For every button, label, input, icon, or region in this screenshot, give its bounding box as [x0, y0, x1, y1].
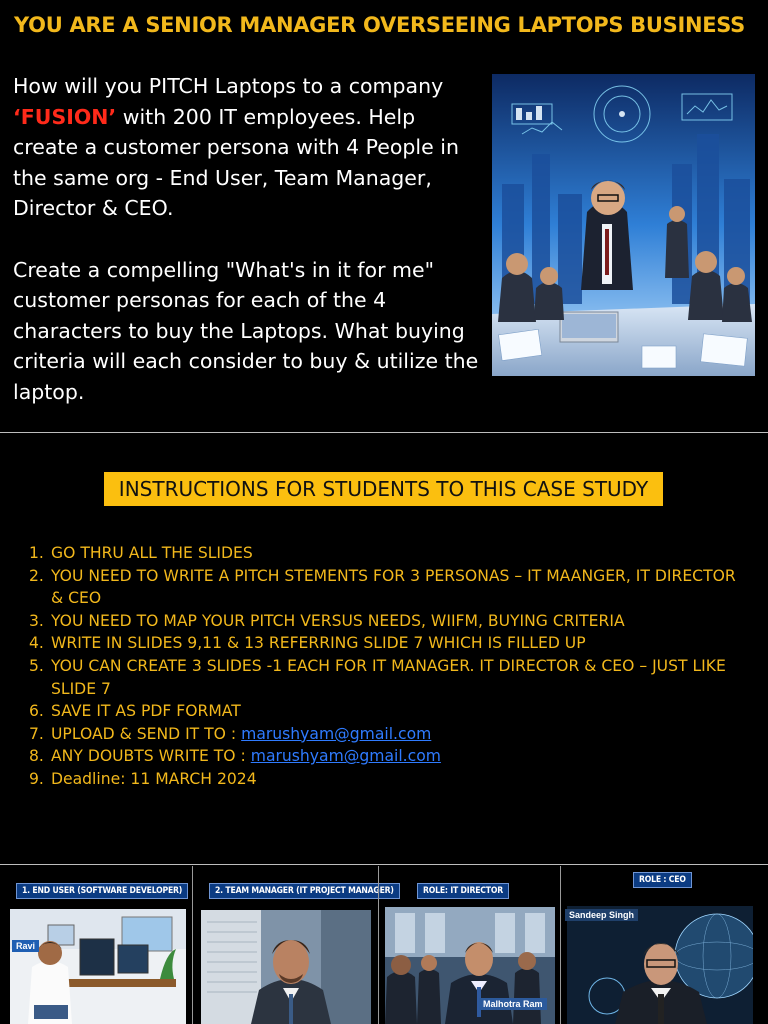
section-divider — [0, 432, 768, 433]
persona-team-manager — [192, 866, 394, 1024]
persona-it-director — [378, 866, 560, 1024]
list-item: 2. YOU NEED TO WRITE A PITCH STEMENTS FOR 3 PERSONAS – IT MAANGER, IT DIRECTOR & CEO — [29, 566, 736, 608]
page-title: YOU ARE A SENIOR MANAGER OVERSEEING LAPTOPS BUSINESS — [14, 13, 746, 37]
company-name: ‘FUSION’ — [13, 104, 117, 129]
business-meeting-image — [492, 74, 755, 376]
persona-end-user — [0, 866, 192, 1024]
section-divider — [0, 864, 768, 865]
intro-text — [13, 71, 483, 408]
developer-desk-image — [10, 909, 186, 1024]
intro-paragraph-2: Create a compelling "What's in it for me" customer personas for each of the 4 characters to buy the Laptops. What buying criteria will each consider to buy & utilize the laptop. — [13, 257, 479, 404]
doubts-email-link[interactable]: marushyam@gmail.com — [250, 747, 441, 766]
intro-paragraph-1 — [13, 71, 483, 224]
list-item: 7. UPLOAD & SEND IT TO : marushyam@gmail.com — [29, 724, 432, 743]
instructions-heading: INSTRUCTIONS FOR STUDENTS TO THIS CASE STUDY — [104, 472, 663, 506]
manager-portrait-image — [201, 910, 371, 1024]
list-item: 8. ANY DOUBTS WRITE TO : marushyam@gmail.com — [29, 747, 441, 766]
persona-label: 1. END USER (SOFTWARE DEVELOPER) — [16, 883, 188, 899]
intro-p1-start: How will you PITCH Laptops to a company — [13, 74, 444, 98]
intro-p1-rest: with 200 IT employees. Help create a customer persona with 4 People in the same org - End User, Team Manager, Director & CEO. — [13, 104, 459, 221]
upload-email-link[interactable]: marushyam@gmail.com — [241, 724, 432, 743]
list-item: 1. GO THRU ALL THE SLIDES — [29, 544, 253, 562]
persona-name: Ravi — [12, 940, 39, 952]
list-item: 5. YOU CAN CREATE 3 SLIDES -1 EACH FOR IT MANAGER. IT DIRECTOR & CEO – JUST LIKE SLIDE 7 — [29, 656, 726, 698]
instructions-list — [29, 542, 749, 791]
list-item: 3. YOU NEED TO MAP YOUR PITCH VERSUS NEEDS, WIIFM, BUYING CRITERIA — [29, 611, 625, 630]
list-item: 9. Deadline: 11 MARCH 2024 — [29, 769, 257, 788]
persona-ceo — [560, 866, 768, 1024]
persona-name: Sandeep Singh — [565, 909, 638, 921]
ceo-portrait-image — [567, 906, 753, 1024]
persona-label: ROLE : CEO — [633, 872, 692, 888]
list-item: 4. WRITE IN SLIDES 9,11 & 13 REFERRING SLIDE 7 WHICH IS FILLED UP — [29, 634, 586, 653]
persona-label: 2. TEAM MANAGER (IT PROJECT MANAGER) — [209, 883, 400, 899]
list-item: 6. SAVE IT AS PDF FORMAT — [29, 702, 241, 721]
persona-label: ROLE: IT DIRECTOR — [417, 883, 509, 899]
persona-name: Malhotra Ram — [479, 998, 547, 1010]
